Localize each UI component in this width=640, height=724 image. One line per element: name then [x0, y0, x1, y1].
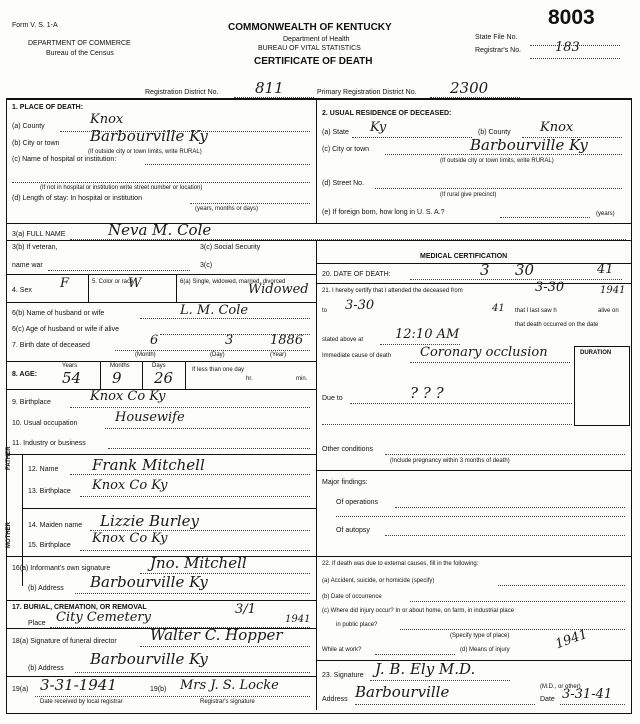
burial-place-value: City Cemetery [56, 610, 151, 625]
burial-date: 3/1 [235, 602, 256, 617]
immediate-value: Coronary occlusion [420, 345, 548, 360]
department: DEPARTMENT OF COMMERCE [28, 40, 131, 47]
reg-district-label: Registration District No. [145, 89, 219, 96]
res-city-label: (c) City or town [322, 146, 370, 153]
res-county-label: (b) County [478, 129, 511, 136]
occurrence-label: (b) Date of occurrence [322, 594, 382, 600]
informant-address-label: (b) Address [28, 585, 64, 592]
death-occurred: that death occurred on the date [515, 322, 599, 328]
other-conditions-label: Other conditions [322, 446, 373, 453]
registrar-signature-value: Mrs J. S. Locke [180, 678, 279, 693]
spouse-age-label: 6(c) Age of husband or wife if alive [12, 326, 120, 333]
director-label: 18(a) Signature of funeral director [12, 638, 117, 645]
age-days: 26 [154, 369, 174, 387]
page-title: CERTIFICATE OF DEATH [254, 56, 373, 67]
informant-value: Jno. Mitchell [150, 554, 247, 572]
reg-district-number: 811 [255, 79, 284, 97]
city-label: (b) City or town [12, 140, 60, 147]
full-name-label: 3(a) FULL NAME [12, 231, 66, 238]
signature-label: 23. Signature [322, 672, 364, 679]
sig-date-label: Date [540, 696, 555, 703]
attend-to-label: to [322, 308, 328, 314]
physician-address-value: Barbourville [355, 683, 450, 701]
age-days-label: Days [152, 363, 166, 369]
birth-day-label: (Day) [210, 352, 225, 358]
age-years-label: Years [62, 363, 78, 369]
due-to-value: ? ? ? [410, 384, 444, 402]
stated-above: stated above at [322, 337, 364, 343]
color-value: W [128, 276, 142, 291]
street-note: (If rural give precinct) [440, 192, 497, 198]
primary-district-label: Primary Registration District No. [317, 89, 417, 96]
war-label: name war [12, 262, 43, 269]
mother-birth-value: Knox Co Ky [92, 531, 168, 546]
mother-birth-label: 15. Birthplace [28, 542, 71, 549]
public-label: in public place? [336, 622, 378, 628]
dept-health: Department of Health [283, 36, 350, 43]
full-name-value: Neva M. Cole [108, 221, 212, 239]
age-min: min. [296, 376, 308, 382]
veteran-label: 3(b) If veteran, [12, 244, 58, 251]
external-label: 22. If death was due to external causes, fill in the following: [322, 561, 479, 567]
age-label: 8. AGE: [12, 371, 38, 378]
bureau: Bureau of the Census [46, 50, 114, 57]
commonwealth: COMMONWEALTH OF KENTUCKY [228, 22, 392, 33]
registrar-label: Registrar's No. [475, 47, 522, 54]
date-received-label: Date received by local registrar [40, 699, 123, 705]
means-label: (d) Means of injury [460, 647, 510, 653]
birth-month-label: (Month) [135, 352, 156, 358]
where-label: (c) Where did injury occur? In or about home, on farm, in industrial place [322, 608, 515, 614]
res-city-value: Barbourville Ky [470, 136, 588, 154]
director-address-value: Barbourville Ky [90, 650, 208, 668]
res-county-value: Knox [540, 120, 574, 135]
state-label: (a) State [322, 129, 349, 136]
occupation-label: 10. Usual occupation [12, 420, 78, 427]
hospital-note: (If not in hospital or institution write street number or location) [40, 185, 203, 191]
spouse-label: 6(b) Name of husband or wife [12, 310, 105, 317]
state-file-label: State File No. [475, 34, 518, 41]
duration-box [574, 346, 630, 426]
medical-title: MEDICAL CERTIFICATION [420, 253, 508, 260]
sig-date-value: 3-31-41 [562, 687, 613, 702]
registrar-signature-label: Registrar's signature [200, 699, 255, 705]
line-19b-label: 19(b) [150, 686, 167, 693]
age-note: If less than one day [192, 367, 245, 373]
duration-label: DURATION [580, 350, 612, 356]
primary-district-number: 2300 [450, 79, 489, 97]
state-value: Ky [370, 120, 387, 135]
physician-address-label: Address [322, 696, 348, 703]
date-received-value: 3-31-1941 [40, 676, 117, 694]
due-to-label: Due to [322, 395, 343, 402]
registrar-number: 183 [555, 40, 580, 55]
immediate-label: Immediate cause of death [322, 353, 392, 359]
age-months-label: Months [110, 363, 130, 369]
industry-label: 11. Industry or business [12, 440, 86, 447]
attend-from: 3-30 [535, 280, 565, 295]
last-saw: that I last saw h [515, 308, 557, 314]
marital-label: 6(a) Single, widowed, married, divorced [180, 279, 286, 285]
father-birth-value: Knox Co Ky [92, 478, 168, 493]
line-19-label: 19(a) [12, 686, 29, 693]
death-month: 3 [480, 261, 490, 279]
specify-label: (Specify type of place) [450, 633, 510, 639]
operations-label: Of operations [336, 499, 379, 506]
state-file-number: 8003 [548, 6, 595, 29]
hospital-label: (c) Name of hospital or institution: [12, 156, 117, 163]
marital-value: Widowed [248, 282, 309, 297]
informant-address-value: Barbourville Ky [90, 573, 208, 591]
foreign-label: (e) If foreign born, how long in U. S. A.? [322, 209, 445, 216]
major-findings-label: Major findings: [322, 479, 368, 486]
burial-label: 17. BURIAL, CREMATION, OR REMOVAL [12, 604, 147, 611]
md-other-label: (M.D., or other) [540, 684, 581, 690]
birth-year: 1886 [270, 333, 304, 348]
foreign-note: (years) [596, 211, 615, 217]
father-name-value: Frank Mitchell [92, 456, 205, 474]
death-day: 30 [515, 261, 535, 279]
autopsy-label: Of autopsy [336, 527, 370, 534]
birth-year-label: (Year) [270, 352, 287, 358]
city-value: Barbourville Ky [90, 127, 208, 145]
father-birth-label: 13. Birthplace [28, 488, 71, 495]
informant-label: 16(a) Informant's own signature [12, 565, 111, 572]
social-no-label: 3(c) [200, 262, 213, 269]
sex-value: F [60, 276, 70, 291]
date-death-label: 20. DATE OF DEATH: [322, 271, 391, 278]
county-value: Knox [90, 112, 124, 127]
death-year: 41 [597, 262, 614, 277]
maiden-label: 14. Maiden name [28, 522, 83, 529]
maiden-value: Lizzie Burley [100, 512, 200, 530]
attend-from-year: 1941 [600, 285, 626, 296]
while-at-work-label: While at work? [322, 647, 362, 653]
county-label: (a) County [12, 123, 45, 130]
age-hr: hr. [246, 376, 253, 382]
spouse-value: L. M. Cole [180, 303, 249, 318]
birth-month: 6 [150, 333, 159, 348]
stay-label: (d) Length of stay: In hospital or institution [12, 195, 142, 202]
city-note: (If outside city or town limits, write RURAL) [88, 149, 202, 155]
form-number: Form V. S. 1-A [12, 22, 58, 29]
alive-on: alive on [598, 308, 619, 314]
mother-side-label: MOTHER [6, 522, 12, 548]
occupation-value: Housewife [115, 410, 185, 425]
father-name-label: 12. Name [28, 466, 59, 473]
social-label: 3(c) Social Security [200, 244, 261, 251]
birthplace-label: 9. Birthplace [12, 399, 51, 406]
father-side-label: FATHER [6, 446, 12, 470]
bureau-vital: BUREAU OF VITAL STATISTICS [258, 45, 361, 52]
birth-label: 7. Birth date of deceased [12, 342, 90, 349]
street-label: (d) Street No. [322, 180, 365, 187]
burial-year: 1941 [285, 614, 311, 625]
res-city-note: (If outside city or town limits, write RURAL) [440, 158, 554, 164]
accident-label: (a) Accident, suicide, or homicide (specify) [322, 578, 435, 584]
burial-place-label: Place [28, 620, 46, 627]
physician-signature: J. B. Ely M.D. [375, 660, 476, 678]
other-conditions-note: (Include pregnancy within 3 months of death) [390, 458, 510, 464]
attend-to-year: 41 [492, 303, 505, 314]
means-value: 1941 [553, 626, 590, 653]
time-of-death: 12:10 AM [395, 327, 460, 342]
sex-label: 4. Sex [12, 287, 32, 294]
birth-day: 3 [225, 333, 234, 348]
residence-label: 2. USUAL RESIDENCE OF DECEASED: [322, 110, 452, 117]
attend-line-1: 21. I hereby certify that I attended the deceased from [322, 288, 463, 294]
color-label: 5. Color or race [92, 279, 134, 285]
place-of-death-label: 1. PLACE OF DEATH: [12, 104, 84, 111]
age-years: 54 [62, 369, 82, 387]
age-months: 9 [112, 369, 122, 387]
director-value: Walter C. Hopper [150, 626, 283, 644]
stay-note: (years, months or days) [195, 206, 259, 212]
birthplace-value: Knox Co Ky [90, 389, 166, 404]
attend-to: 3-30 [345, 298, 375, 313]
director-address-label: (b) Address [28, 665, 64, 672]
